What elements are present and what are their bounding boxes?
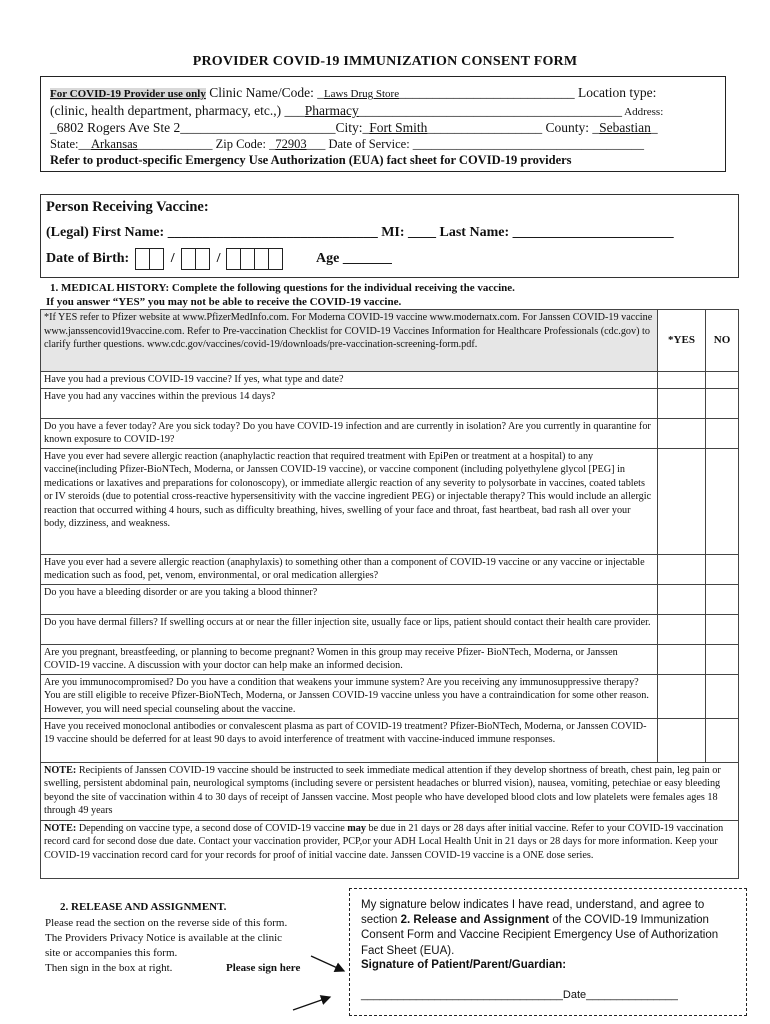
no-column-header: NO [706, 310, 739, 372]
dob-separator: / [216, 251, 221, 267]
section2-line: Then sign in the box at right. [45, 962, 173, 974]
question-text: Do you have a fever today? Are you sick today? Do you have COVID-19 infection and are currently in isolation? Are you currently in quarantine for known exposure to COVID-19? [41, 418, 658, 448]
state-fill: ____________ [137, 137, 213, 151]
question-text: Do you have a bleeding disorder or are you taking a blood thinner? [41, 584, 658, 614]
city-field[interactable]: Fort Smith [369, 120, 428, 135]
question-text: Do you have dermal fillers? If swelling occurs at or near the filler injection site, usually face or lips, patient should contact their health care provider. [41, 614, 658, 644]
address-fill: _______________________ [180, 120, 336, 135]
address-field[interactable]: _6802 Rogers Ave Ste 2 [50, 120, 181, 135]
arrow-icon [311, 956, 344, 971]
county-field[interactable]: Sebastian [599, 120, 651, 135]
question-text: Have you had any vaccines within the previous 14 days? [41, 388, 658, 418]
age-label: Age [315, 251, 343, 267]
note-text: Recipients of Janssen COVID-19 vaccine should be instructed to seek immediate medical attention if they develop shortness of breath, chest pain, leg pain or swelling, persistent abdominal pain, neurological symptoms (including severe or persistent headaches or blurred vision), nausea, vomiting, petechiae or easy bleeding beyond the site of vaccination within 4 to 30 days of receipt of Janssen vaccine. Most people who have developed blood clots and low platelets were females ages 18 through 49 years [44, 764, 721, 816]
first-name-field[interactable]: ______________________________ [167, 225, 378, 240]
clinic-fill: __________________________ [399, 85, 575, 100]
signature-field[interactable]: _________________________________ [361, 989, 563, 1001]
first-name-label: (Legal) First Name: [46, 225, 168, 240]
note-emphasis: may [347, 822, 366, 834]
form-title: PROVIDER COVID-19 IMMUNIZATION CONSENT FORM [192, 54, 578, 69]
location-type-field[interactable]: Pharmacy [304, 103, 359, 118]
zip-label: Zip Code: _ [212, 137, 276, 151]
provider-use-only-tag: For COVID-19 Provider use only [50, 88, 206, 100]
vaccine-info-cell: *If YES refer to Pfizer website at www.PfizerMedInfo.com. For Moderna COVID-19 vaccine www.modernatx.com. For Janssen COVID-19 vaccine www.janssencovid19vaccine.com. Refer to Pre-vaccination Checklist for COVID-19 Vaccines Information for Healthcare Professionals (cdc.gov) to clarify further questions. www.cdc.gov/vaccines/covid-19/downloads/pre-vaccination-screening-form.pdf. [41, 310, 658, 372]
section2-line: The Providers Privacy Notice is available at the clinic [45, 932, 283, 944]
note-text: Depending on vaccine type, a second dose of COVID-19 vaccine [76, 822, 348, 834]
yes-column-header: *YES [658, 310, 706, 372]
signature-label-colon: : [562, 959, 567, 971]
question-text: Have you received monoclonal antibodies or convalescent plasma as part of COVID-19 treatment? Pfizer-BioNTech, Moderna, or Janssen COVID-19 vaccine should be deferred for at least 90 days to avoid interference of treatment with vaccine-induced immune responses. [41, 718, 658, 762]
recipient-heading: Person Receiving Vaccine: [46, 199, 209, 215]
agreement-section-ref: 2. Release and Assignment [400, 914, 550, 927]
dob-separator: / [170, 251, 175, 267]
mi-label: MI: [377, 225, 409, 240]
dob-label: Date of Birth: [46, 251, 130, 267]
date-of-service-field[interactable]: _____________________________________ [412, 137, 645, 151]
signature-label: Signature of Patient/Parent/Guardian [361, 959, 563, 971]
clinic-label: Clinic Name/Code: _ [205, 85, 324, 100]
zip-fill: ___ [306, 137, 326, 151]
last-name-field[interactable]: _______________________ [512, 225, 674, 240]
section1-warning: If you answer “YES” you may not be able to receive the COVID-19 vaccine. [46, 296, 402, 308]
arrow-icon [293, 997, 330, 1010]
note-text: be due in 21 days or 28 days after initial vaccine. Refer to your COVID-19 vaccination record card for second dose due date. Contact your vaccination provider, PCP,or your ADH Local Health Unit in 21 days or 28 days for more information. Keep your COVID-19 vaccination record card for your records for proof of initial vaccine date. Janssen COVID-19 vaccine is a ONE dose series. [44, 822, 724, 861]
state-field[interactable]: Arkansas [90, 137, 138, 151]
age-field[interactable]: _______ [342, 251, 392, 267]
clinic-name-field[interactable]: Laws Drug Store [323, 88, 400, 100]
address-label: Address: [622, 106, 664, 118]
location-type-hint: (clinic, health department, pharmacy, etc.,) ___ [50, 103, 305, 118]
signature-date-line [361, 989, 678, 1001]
agreement-text: My signature below indicates I have read, understand, and agree to section [361, 899, 705, 927]
county-label: County: _ [542, 120, 600, 135]
please-sign-label: Please sign here [226, 962, 301, 974]
section2-line: Please read the section on the reverse side of this form. [45, 917, 288, 929]
note-label: NOTE: [44, 764, 77, 776]
section2-title: 2. RELEASE AND ASSIGNMENT. [60, 901, 227, 913]
mi-field[interactable]: ____ [408, 225, 437, 240]
last-name-label: Last Name: [436, 225, 513, 240]
date-field[interactable]: _______________ [586, 989, 678, 1001]
location-type-label: Location type: [574, 85, 657, 100]
signature-label-line [361, 959, 566, 971]
county-fill: _ [650, 120, 658, 135]
section1-heading: 1. MEDICAL HISTORY: Complete the following questions for the individual receiving the vaccine. [50, 282, 515, 294]
city-fill: _________________ [427, 120, 543, 135]
note-label: NOTE: [44, 822, 77, 834]
question-text: Have you ever had a severe allergic reaction (anaphylaxis) to something other than a component of COVID-19 vaccine or any vaccine or injectable medication such as food, pet, venom, environmental, or oral medication allergies? [41, 554, 658, 584]
signature-box [349, 888, 747, 1016]
date-label: Date [562, 989, 587, 1001]
question-text: Have you had a previous COVID-19 vaccine? If yes, what type and date? [41, 372, 658, 389]
question-text: Are you immunocompromised? Do you have a condition that weakens your immune system? Are you receiving any immunosuppressive therapy? You are still eligible to receive Pfizer-BioNTech, Moderna, or Janssen COVID-19 vaccine unless you have a contraindication for some other reason. However, you will need special counseling about the vaccine. [41, 674, 658, 718]
signature-agreement-text [361, 898, 741, 959]
question-text: Are you pregnant, breastfeeding, or planning to become pregnant? Women in this group may receive Pfizer- BioNTech, Moderna, or Janssen COVID-19 vaccine. A discussion with your doctor can help make an informed decision. [41, 644, 658, 674]
date-of-service-label: Date of Service: [325, 137, 413, 151]
location-type-fill: _______________________________________ [358, 103, 623, 118]
zip-field[interactable]: 72903 [275, 137, 307, 151]
question-text: Have you ever had severe allergic reaction (anaphylactic reaction that required treatment with EpiPen or treatment at a hospital) to any vaccine(including Pfizer-BioNTech, Moderna, or Janssen COVID-19 vaccine), or vaccine component (including polyethylene glycol [PEG] in medications or laxatives and preparations for colonoscopy), or immediate allergic reaction of any severity to polysorbate in vaccines, coated tablets or IV steroids (due to potential cross-reactive hypersensitivity with the vaccine ingredient PEG) or injectable therapy? This would include an allergic reaction that occurred withing 4 hours, such as difficulty breathing, hives, swelling of your face and throat, fast heartbeat, bad rash all over your body, dizziness, and weakness. [41, 448, 658, 554]
eua-note: Refer to product-specific Emergency Use Authorization (EUA) fact sheet for COVID-19 providers [50, 153, 572, 167]
agreement-text: of the COVID-19 Immunization Consent Form and Vaccine Recipient Emergency Use of Authorization Fact Sheet (EUA). [361, 914, 719, 957]
section2-line: site or accompanies this form. [45, 947, 178, 959]
state-label: State:__ [50, 137, 91, 151]
city-label: City:_ [335, 120, 370, 135]
